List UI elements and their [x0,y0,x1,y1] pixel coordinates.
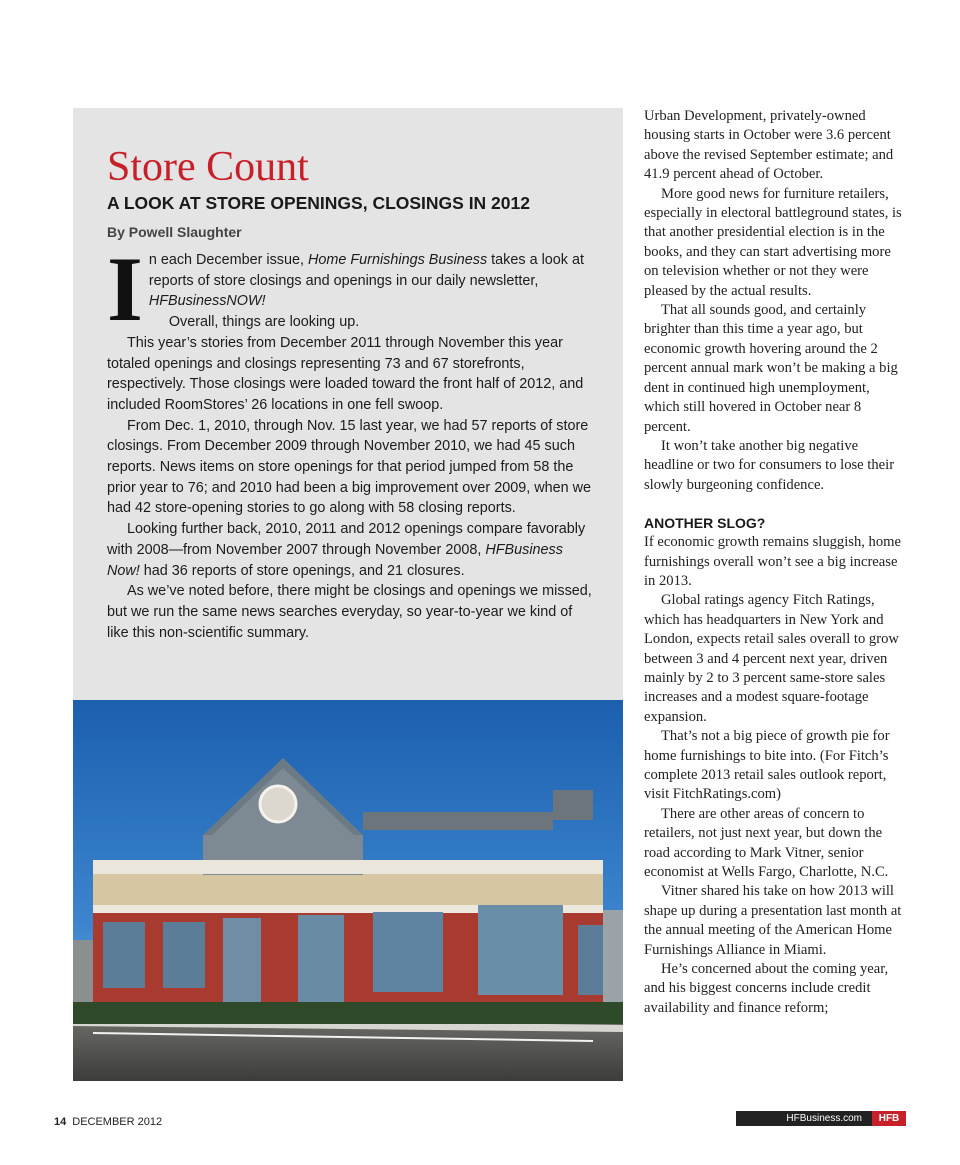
column-paragraph: That’s not a big piece of growth pie for home furnishings to bite into. (For Fitch’s complete 2013 retail sales outlook report, visit FitchRatings.com) [644,728,890,803]
publication-name: Home Furnishings Business [308,252,488,268]
newsletter-name: HFBusiness Now! [107,541,563,579]
column-paragraph: He’s concerned about the coming year, and his biggest concerns include credit availability and finance reform; [644,961,889,1016]
drop-cap: I [107,238,143,340]
section-heading: ANOTHER SLOG? [644,515,766,532]
issue-date: DECEMBER 2012 [72,1116,163,1128]
column-paragraph: If economic growth remains sluggish, home furnishings overall won’t see a big increase in 2013. [644,534,901,589]
sidebar-text: n each December issue, [148,252,308,268]
column-paragraph: It won’t take another big negative headline or two for consumers to lose their slowly burgeoning confidence. [644,437,895,493]
sidebar-paragraph: From Dec. 1, 2010, through Nov. 15 last year, we had 57 reports of store closings. From December 2009 through November 2010, we had 45 such reports. News items on store openings for that period jumped from 58 the prior year to 76; and 2010 had been a big improvement over 2009, when we had 42 store-opening stories to go along with 58 closing reports. [107,417,591,517]
story-title: Store Count [107,144,309,190]
byline: By Powell Slaughter [107,224,242,240]
column-paragraph: More good news for furniture retailers, especially in electoral battleground states, is that another presidential election is in the books, and they can start advertising more on television whether or not they were pleased by the actual results. [644,185,902,299]
story-subtitle: A LOOK AT STORE OPENINGS, CLOSINGS IN 2012 [107,193,530,213]
column-paragraph: Urban Development, privately-owned housing starts in October were 3.6 percent above the revised September estimate; and 41.9 percent ahead of October. [644,108,894,183]
sidebar-paragraph [107,519,593,581]
column-paragraph: Vitner shared his take on how 2013 will shape up during a presentation last month at the annual meeting of the American Home Furnishings Alliance in Miami. [644,883,902,958]
sidebar-text: had 36 reports of store openings, and 21 closures. [139,562,465,579]
footer-brand-bar [736,1111,906,1126]
page-footer [54,1115,162,1129]
store-photo [73,700,623,1081]
sidebar-text: Looking further back, 2010, 2011 and 2012 openings compare favorably with 2008—from November 2007 through November 2008, [107,521,586,558]
column-paragraph: Global ratings agency Fitch Ratings, which has headquarters in New York and London, expects retail sales overall to grow between 3 and 4 percent next year, driven mainly by 2 to 3 percent same-store sales increases and a modest square-footage expansion. [644,592,899,725]
newsletter-name: HFBusinessNOW! [148,293,266,310]
sidebar-paragraph: This year’s stories from December 2011 through November this year totaled openings and closings representing 73 and 67 storefronts, respectively. Those closings were loaded toward the front half of 2012, and included RoomStores’ 26 locations in one fell swoop. [107,334,584,413]
sidebar-body [107,238,593,643]
column-paragraph: That all sounds good, and certainly brighter than this time a year ago, but economic growth hovering around the 2 percent annual mark won’t be making a big dent in continued high unemployment, which still hovered in October near 8 percent. [644,302,898,435]
article-column [644,107,908,1018]
page-number: 14 [54,1116,67,1128]
column-paragraph: There are other areas of concern to retailers, not just next year, but down the road according to Mark Vitner, senior economist at Wells Fargo, Charlotte, N.C. [644,805,889,881]
site-url: HFBusiness.com [786,1113,862,1124]
sidebar-paragraph: Overall, things are looking up. [168,314,360,331]
sidebar-text: takes a look at reports of store closings and openings in our daily newsletter, [148,252,584,289]
sidebar-paragraph: As we’ve noted before, there might be closings and openings we missed, but we run the same news searches everyday, so year-to-year we kind of like this non-scientific summary. [107,583,592,641]
brand-badge: HFB [872,1111,906,1126]
